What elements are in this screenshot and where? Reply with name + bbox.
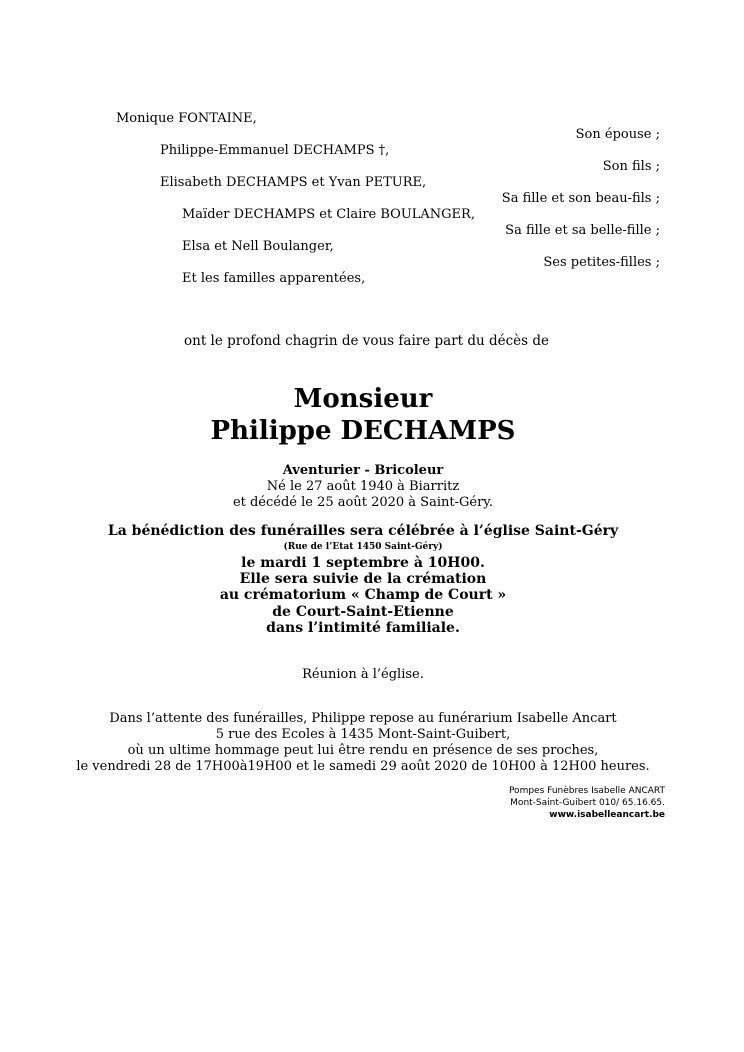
family-name-4: Maïder DECHAMPS et Claire BOULANGER, [182, 207, 475, 222]
deceased-name: Philippe DECHAMPS [210, 416, 516, 446]
family-relation-1: Son épouse ; [575, 127, 660, 142]
family-relation-2: Son fils ; [602, 159, 660, 174]
funeral-home-phone: Mont-Saint-Guibert 010/ 65.16.65. [510, 798, 665, 808]
church-address: (Rue de l’Etat 1450 Saint-Géry) [283, 542, 443, 552]
family-name-5: Elsa et Nell Boulanger, [182, 239, 334, 254]
family-name-2: Philippe-Emmanuel DECHAMPS †, [160, 143, 390, 158]
family-relation-5: Ses petites-filles ; [543, 255, 660, 270]
birth-info: Né le 27 août 1940 à Biarritz [266, 479, 460, 494]
ceremony-line-6: dans l’intimité familiale. [266, 620, 460, 636]
family-name-1: Monique FONTAINE, [116, 111, 257, 126]
announcement-text: ont le profond chagrin de vous faire part du décès de [184, 333, 550, 349]
deceased-title: Monsieur [293, 384, 433, 414]
family-name-3: Elisabeth DECHAMPS et Yvan PETURE, [160, 175, 427, 190]
funeral-home-name: Pompes Funèbres Isabelle ANCART [508, 786, 665, 796]
funeral-home-website: www.isabelleancart.be [549, 810, 665, 820]
ceremony-line-2: le mardi 1 septembre à 10H00. [241, 555, 485, 571]
ceremony-line-5: de Court-Saint-Etienne [272, 604, 454, 620]
viewing-line-4: le vendredi 28 de 17H00à19H00 et le samedi 29 août 2020 de 10H00 à 12H00 heures. [76, 759, 650, 774]
family-relation-3: Sa fille et son beau-fils ; [501, 191, 660, 206]
family-name-6: Et les familles apparentées, [182, 271, 366, 286]
death-info: et décédé le 25 août 2020 à Saint-Géry. [232, 495, 494, 510]
reunion-text: Réunion à l’église. [302, 667, 424, 682]
family-relation-4: Sa fille et sa belle-fille ; [505, 223, 660, 238]
viewing-line-3: où un ultime hommage peut lui être rendu en présence de ses proches, [127, 743, 599, 758]
ceremony-line-3: Elle sera suivie de la crémation [239, 571, 487, 587]
ceremony-line-1: La bénédiction des funérailles sera célébrée à l’église Saint-Géry [107, 523, 619, 539]
viewing-line-2: 5 rue des Ecoles à 1435 Mont-Saint-Guibert, [215, 727, 511, 742]
deceased-occupation: Aventurier - Bricoleur [282, 463, 444, 478]
ceremony-line-4: au crématorium « Champ de Court » [219, 587, 507, 603]
viewing-line-1: Dans l’attente des funérailles, Philippe repose au funérarium Isabelle Ancart [109, 711, 617, 726]
